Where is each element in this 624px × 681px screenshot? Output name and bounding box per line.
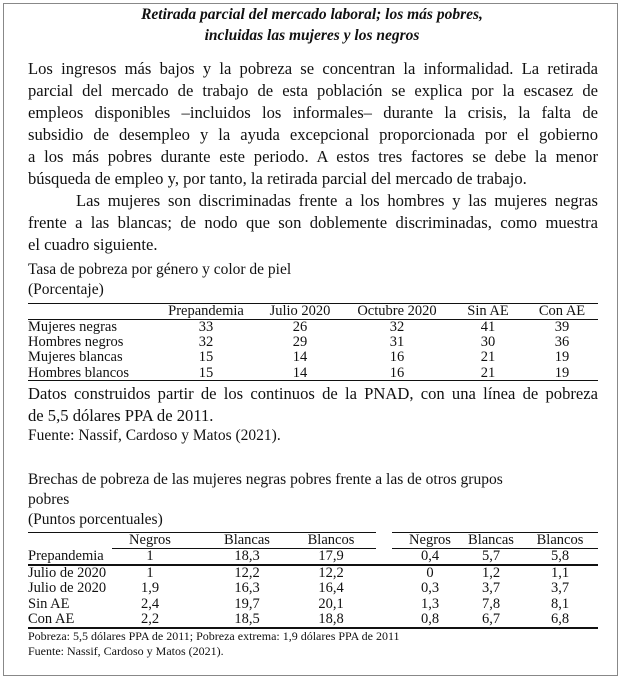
table-cell: 26 [292, 319, 308, 335]
row-label: Prepandemia [28, 548, 104, 564]
table-cell: 33 [198, 319, 214, 335]
table-cell: 7,8 [481, 595, 501, 612]
table2-source: Fuente: Nassif, Cardoso y Matos (2021). [28, 644, 224, 658]
box-title-line-2: incluidas las mujeres y los negros [204, 27, 420, 44]
table-cell: 1,3 [420, 595, 440, 612]
table-cell: 18,8 [318, 611, 344, 628]
column-header: Octubre 2020 [357, 303, 437, 319]
column-header: Blancos [307, 532, 355, 548]
table-cell: 3,7 [481, 580, 501, 597]
table-cell: 19 [554, 364, 570, 381]
table-cell: 1 [146, 548, 154, 564]
row-label: Julio de 2020 [28, 564, 107, 581]
paragraph-line: búsqueda de empleo y, por tanto, la retirada parcial del mercado de trabajo. [28, 169, 527, 188]
table2-note: Pobreza: 5,5 dólares PPA de 2011; Pobreza extrema: 1,9 dólares PPA de 2011 [28, 629, 400, 643]
column-header: Blancas [468, 532, 514, 548]
table-cell: 2,4 [140, 595, 160, 612]
table-cell: 30 [480, 334, 496, 351]
table-cell: 6,8 [550, 611, 570, 628]
column-header: Con AE [538, 303, 586, 319]
table-cell: 31 [389, 334, 405, 351]
paragraph-line: frente a las blancas; de nodo que son doblemente discriminadas, como muestra [28, 213, 598, 232]
table-cell: 1,2 [481, 564, 501, 581]
table-cell: 3,7 [550, 580, 570, 597]
table-cell: 19,7 [234, 595, 260, 612]
table-cell: 39 [554, 319, 570, 335]
table-cell: 0,3 [420, 580, 440, 597]
table-cell: 32 [389, 319, 405, 335]
table1-note: Fuente: Nassif, Cardoso y Matos (2021). [28, 427, 281, 444]
table-cell: 8,1 [550, 595, 570, 612]
paragraph-line: subsidio de desempleo y la ayuda excepcional proporcionada por el gobierno [28, 125, 598, 144]
table-cell: 1,9 [140, 580, 160, 597]
row-label: Mujeres blancas [28, 349, 123, 366]
column-header: Julio 2020 [269, 303, 331, 319]
table-cell: 41 [480, 319, 496, 335]
paragraph-line: a los más pobres durante este periodo. A estos tres factores se debe la menor [28, 147, 598, 166]
table-cell: 17,9 [318, 548, 344, 564]
table-cell: 16 [389, 349, 405, 366]
table-cell: 18,5 [234, 611, 260, 628]
table-cell: 2,2 [140, 611, 160, 628]
paragraph-line: Las mujeres son discriminadas frente a los hombres y las mujeres negras [76, 191, 598, 210]
paragraph-line: parcial del mercado de trabajo de esta población se explica por la escasez de [28, 81, 598, 100]
table-cell: 5,8 [550, 548, 570, 564]
table-cell: 16,4 [318, 580, 344, 597]
column-header: Prepandemia [168, 303, 244, 319]
table-cell: 18,3 [234, 548, 260, 564]
table-cell: 12,2 [234, 564, 260, 581]
table-cell: 21 [480, 349, 496, 366]
table1-note: Datos construidos partir de los continuos de la PNAD, con una línea de pobreza [28, 384, 598, 403]
table-cell: 0,8 [420, 611, 440, 628]
box-title-line-1: Retirada parcial del mercado laboral; los más pobres, [141, 6, 483, 23]
table-cell: 15 [198, 364, 214, 381]
column-header: Sin AE [467, 303, 509, 319]
paragraph-line: empleos disponibles –incluidos los informales– durante la crisis, la falta de [28, 103, 598, 122]
table-cell: 14 [292, 364, 308, 381]
table-cell: 20,1 [318, 595, 344, 612]
table1-note: de 5,5 dólares PPA de 2011. [28, 405, 214, 425]
table-rule [28, 564, 598, 566]
table-cell: 5,7 [481, 548, 501, 564]
column-header: Blancos [536, 532, 584, 548]
table-cell: 16,3 [234, 580, 260, 597]
table2-unit: (Puntos porcentuales) [28, 511, 163, 528]
table2-title-line-1: Brechas de pobreza de las mujeres negras pobres frente a las de otros grupos [28, 471, 503, 488]
row-label: Hombres blancos [28, 364, 130, 381]
row-label: Con AE [28, 611, 75, 628]
paragraph-line: el cuadro siguiente. [28, 235, 158, 254]
row-label: Sin AE [28, 595, 70, 612]
column-header: Blancas [224, 532, 270, 548]
table-cell: 6,7 [481, 611, 501, 628]
table-cell: 21 [480, 364, 496, 381]
table-cell: 19 [554, 349, 570, 366]
column-header: Negros [409, 532, 451, 548]
table-cell: 36 [554, 334, 570, 351]
row-label: Julio de 2020 [28, 580, 107, 597]
table-cell: 16 [389, 364, 405, 381]
table2-title-line-2: pobres [28, 491, 70, 508]
column-header: Negros [129, 532, 171, 548]
table-cell: 29 [292, 334, 308, 351]
table-cell: 1 [146, 564, 154, 581]
table-cell: 1,1 [550, 564, 570, 581]
table-cell: 32 [198, 334, 214, 351]
table1-unit: (Porcentaje) [28, 281, 104, 298]
row-label: Hombres negros [28, 334, 124, 351]
table-cell: 15 [198, 349, 214, 366]
table-cell: 14 [292, 349, 308, 366]
paragraph-line: Los ingresos más bajos y la pobreza se concentran la informalidad. La retirada [28, 59, 598, 78]
table1-title: Tasa de pobreza por género y color de piel [28, 261, 292, 278]
table-cell: 0,4 [420, 548, 440, 564]
table-cell: 12,2 [318, 564, 344, 581]
row-label: Mujeres negras [28, 319, 117, 335]
table-cell: 0 [426, 564, 434, 581]
